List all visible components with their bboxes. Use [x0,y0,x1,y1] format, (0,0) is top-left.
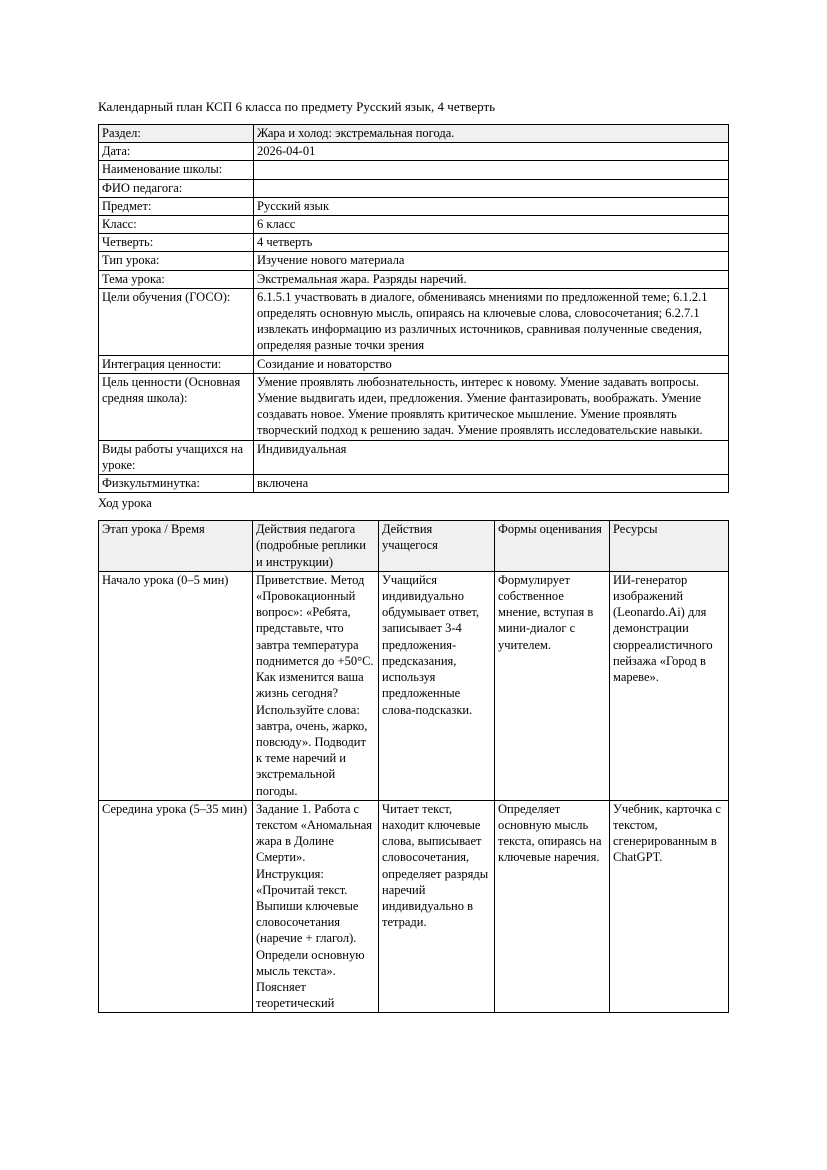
info-value-cell: Жара и холод: экстремальная погода. [254,125,729,143]
info-value-cell: 2026-04-01 [254,143,729,161]
info-value-cell: Созидание и новаторство [254,355,729,373]
info-label-cell: Виды работы учащихся на уроке: [99,440,254,474]
info-label-cell: Раздел: [99,125,254,143]
info-table-row [99,373,729,440]
info-value-cell: 6 класс [254,216,729,234]
info-value-cell: включена [254,475,729,493]
lesson-header-cell: Ресурсы [610,521,729,572]
info-label-cell: Предмет: [99,197,254,215]
info-table-row [99,216,729,234]
teacher-actions-cell: Приветствие. Метод «Провокационный вопрос»: «Ребята, представьте, что завтра температура поднимется до +50°C. Как изменится ваша жизнь сегодня? Используйте слова: завтра, очень, жарко, повсюду». Подводит к теме наречий и экстремальной погоды. [253,571,379,800]
resources-cell: ИИ-генератор изображений (Leonardo.Ai) для демонстрации сюрреалистичного пейзажа «Город в мареве». [610,571,729,800]
info-label-cell: Наименование школы: [99,161,254,179]
info-label-cell: ФИО педагога: [99,179,254,197]
student-actions-cell: Учащийся индивидуально обдумывает ответ, записывает 3-4 предложения-предсказания, используя предложенные слова-подсказки. [379,571,495,800]
info-value-cell: Русский язык [254,197,729,215]
info-label-cell: Тип урока: [99,252,254,270]
info-value-cell: Изучение нового материала [254,252,729,270]
teacher-actions-cell: Задание 1. Работа с текстом «Аномальная жара в Долине Смерти». Инструкция: «Прочитай текст. Выпиши ключевые словосочетания (наречие + глагол). Определи основную мысль текста». Поясняет теоретический [253,800,379,1013]
info-table-row [99,197,729,215]
lesson-flow-heading: Ход урока [98,496,152,511]
info-label-cell: Дата: [99,143,254,161]
info-table [98,124,729,493]
info-table-row [99,179,729,197]
info-table-row [99,161,729,179]
info-label-cell: Физкультминутка: [99,475,254,493]
info-value-cell: Экстремальная жара. Разряды наречий. [254,270,729,288]
info-value-cell: Индивидуальная [254,440,729,474]
lesson-table-row [99,571,729,800]
lesson-header-cell: Действия педагога (подробные реплики и инструкции) [253,521,379,572]
lesson-table-header-row [99,521,729,572]
assessment-cell: Формулирует собственное мнение, вступая в мини-диалог с учителем. [495,571,610,800]
lesson-table-row [99,800,729,1013]
info-label-cell: Цели обучения (ГОСО): [99,288,254,355]
lesson-header-cell: Формы оценивания [495,521,610,572]
resources-cell: Учебник, карточка с текстом, сгенерированным в ChatGPT. [610,800,729,1013]
info-value-cell: 4 четверть [254,234,729,252]
info-value-cell: 6.1.5.1 участвовать в диалоге, обмениваясь мнениями по предложенной теме; 6.1.2.1 определять основную мысль, опираясь на ключевые слова, словосочетания; 6.2.7.1 извлекать информацию из различных источников, сравнивая полученные сведения, определяя разные точки зрения [254,288,729,355]
student-actions-cell: Читает текст, находит ключевые слова, выписывает словосочетания, определяет разряды наречий индивидуально в тетради. [379,800,495,1013]
info-table-row [99,143,729,161]
info-label-cell: Интеграция ценности: [99,355,254,373]
stage-cell: Начало урока (0–5 мин) [99,571,253,800]
info-label-cell: Цель ценности (Основная средняя школа): [99,373,254,440]
info-table-row [99,270,729,288]
info-value-cell [254,161,729,179]
info-table-row [99,234,729,252]
lesson-header-cell: Действия учащегося [379,521,495,572]
page-title: Календарный план КСП 6 класса по предмету Русский язык, 4 четверть [98,99,496,114]
info-value-cell [254,179,729,197]
info-table-row [99,475,729,493]
info-table-row [99,252,729,270]
info-table-row [99,125,729,143]
info-value-cell: Умение проявлять любознательность, интерес к новому. Умение задавать вопросы. Умение выдвигать идеи, предложения. Умение фантазировать, воображать. Умение создавать новое. Умение проявлять критическое мышление. Умение проявлять творческий подход к решению задач. Умение проявлять исследовательские навыки. [254,373,729,440]
info-table-row [99,288,729,355]
assessment-cell: Определяет основную мысль текста, опираясь на ключевые наречия. [495,800,610,1013]
info-label-cell: Четверть: [99,234,254,252]
lesson-header-cell: Этап урока / Время [99,521,253,572]
info-label-cell: Тема урока: [99,270,254,288]
info-table-row [99,440,729,474]
lesson-table [98,520,729,1013]
info-table-row [99,355,729,373]
info-label-cell: Класс: [99,216,254,234]
stage-cell: Середина урока (5–35 мин) [99,800,253,1013]
